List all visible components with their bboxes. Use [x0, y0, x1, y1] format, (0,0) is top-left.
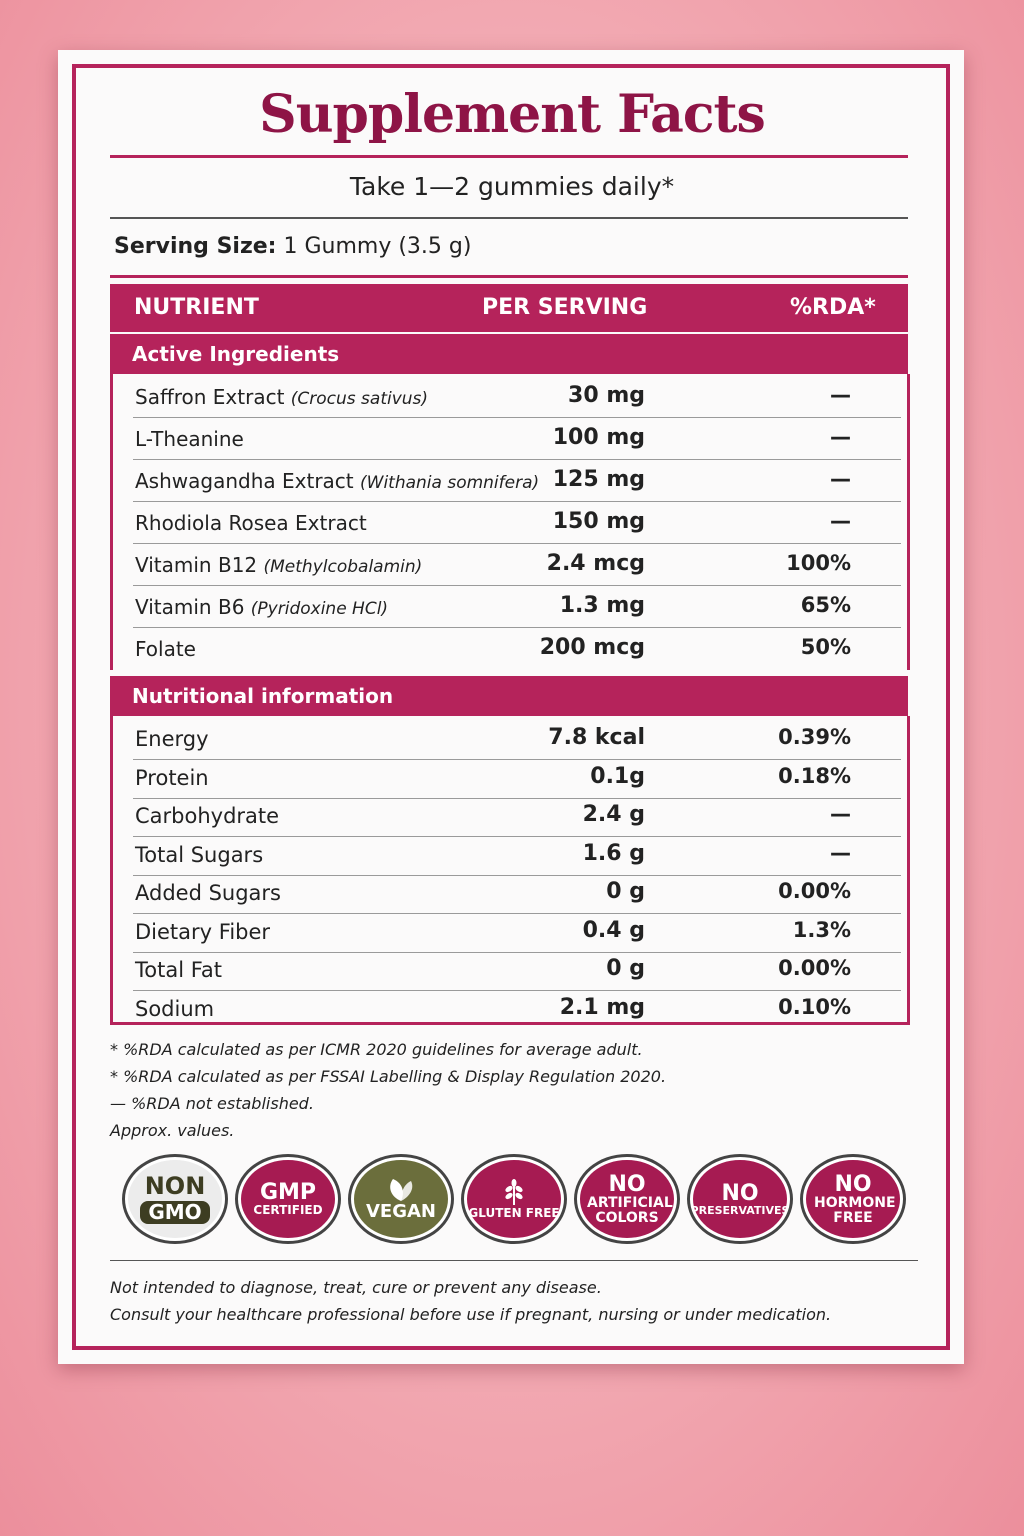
rda-percent: 1.3%	[792, 917, 851, 942]
rda-percent: 0.00%	[778, 956, 851, 980]
badge-text: GMO	[140, 1201, 209, 1224]
serving-size-value: 1 Gummy (3.5 g)	[283, 234, 472, 259]
footnote: * %RDA calculated as per FSSAI Labelling & Display Regulation 2020.	[110, 1067, 667, 1086]
column-per-serving: PER SERVING	[482, 295, 648, 320]
amount-per-serving: 0 g	[606, 879, 645, 904]
serving-size	[114, 234, 471, 259]
nutrient-name	[135, 958, 222, 982]
section-heading: Nutritional information	[132, 684, 394, 708]
disclaimer	[110, 1274, 831, 1328]
nutrient-name	[135, 427, 244, 451]
rda-percent: —	[830, 802, 851, 826]
badge-text: VEGAN	[366, 1200, 436, 1222]
nutrient-name	[135, 843, 263, 867]
badge-text: NO	[608, 1171, 646, 1197]
rda-percent: 0.10%	[778, 994, 851, 1019]
no-hormone-free-badge	[802, 1156, 904, 1242]
nutrient-label: Carbohydrate	[135, 804, 280, 828]
amount-per-serving: 125 mg	[552, 467, 645, 492]
nutrient-label: Protein	[135, 765, 209, 790]
nutrient-label: Ashwagandha Extract	[135, 469, 354, 493]
nutrient-name	[135, 511, 367, 535]
serving-divider	[110, 275, 908, 278]
amount-per-serving: 0 g	[606, 956, 645, 981]
badge-text: CERTIFIED	[253, 1203, 323, 1218]
badge-text: GMP	[259, 1180, 317, 1206]
rda-percent: 100%	[786, 551, 851, 575]
amount-per-serving: 100 mg	[552, 425, 645, 450]
amount-per-serving: 30 mg	[568, 383, 645, 408]
nutrient-name	[135, 637, 196, 661]
rda-percent: 0.18%	[778, 763, 851, 788]
table-row	[133, 586, 901, 628]
disclaimer-line: Consult your healthcare professional before use if pregnant, nursing or under medication.	[110, 1305, 832, 1324]
rda-percent: —	[830, 467, 851, 491]
nutrient-name	[135, 920, 270, 944]
no-preservatives-badge	[689, 1156, 791, 1242]
section-active-ingredients	[110, 334, 908, 374]
table-row	[133, 988, 901, 1029]
amount-per-serving: 0.4 g	[582, 917, 645, 943]
table-row	[133, 460, 901, 502]
rda-percent: 65%	[800, 593, 851, 617]
nutrient-label: Dietary Fiber	[135, 919, 271, 944]
nutrient-name	[135, 766, 209, 790]
column-rda: %RDA*	[790, 295, 876, 320]
badge-text: GLUTEN FREE	[468, 1205, 560, 1220]
serving-size-label: Serving Size:	[114, 234, 277, 259]
footnote: — %RDA not established.	[110, 1094, 314, 1113]
wheat-icon	[497, 1179, 531, 1207]
rda-percent: 50%	[800, 635, 851, 659]
badge-text: NO	[721, 1180, 759, 1206]
badge-text: PRESERVATIVES	[690, 1203, 790, 1217]
amount-per-serving: 2.1 mg	[559, 994, 645, 1020]
rda-percent: —	[830, 425, 851, 449]
nutrient-name	[135, 727, 209, 751]
nutrient-label: Rhodiola Rosea Extract	[135, 511, 367, 535]
nutrient-name	[135, 595, 388, 619]
table-row	[133, 757, 901, 799]
table-row	[133, 949, 901, 991]
badge-text: ARTIFICIAL COLORS	[587, 1194, 673, 1226]
amount-per-serving: 2.4 g	[582, 802, 645, 827]
disclaimer-line: Not intended to diagnose, treat, cure or prevent any disease.	[110, 1278, 602, 1297]
no-artificial-colors-badge	[576, 1156, 678, 1242]
nutrient-label: Total Fat	[135, 958, 222, 982]
footnotes	[110, 1040, 666, 1148]
nutrient-name	[135, 881, 281, 905]
rda-percent: —	[830, 383, 851, 407]
column-nutrient: NUTRIENT	[134, 295, 259, 320]
certification-badges	[120, 1156, 930, 1256]
amount-per-serving: 1.6 g	[582, 840, 645, 866]
table-row	[133, 834, 901, 876]
nutrient-name	[135, 804, 279, 828]
nutrient-label: Energy	[135, 727, 209, 751]
table-row	[133, 795, 901, 837]
title-divider	[110, 155, 908, 158]
amount-per-serving: 150 mg	[552, 509, 645, 534]
dosage-instruction: Take 1—2 gummies daily*	[349, 172, 675, 201]
subtitle-divider	[110, 217, 908, 219]
latin-name: (Pyridoxine HCl)	[250, 599, 389, 619]
nutrient-name	[135, 469, 539, 493]
gluten-free-badge	[463, 1156, 565, 1242]
nutrient-label: Added Sugars	[135, 881, 281, 905]
table-row	[133, 544, 901, 586]
page-title: Supplement Facts	[259, 84, 765, 145]
rda-percent: 0.00%	[778, 879, 851, 903]
amount-per-serving: 0.1g	[590, 763, 645, 789]
table-header	[110, 284, 908, 332]
badge-text: HORMONE FREE	[814, 1194, 896, 1226]
nutrient-label: Vitamin B12	[135, 553, 258, 577]
table-row	[133, 872, 901, 914]
amount-per-serving: 1.3 mg	[559, 593, 645, 618]
disclaimer-divider	[110, 1260, 918, 1261]
nutrition-table	[110, 716, 910, 1025]
nutrient-label: Vitamin B6	[135, 595, 245, 619]
footnote: Approx. values.	[110, 1121, 235, 1140]
footnote: * %RDA calculated as per ICMR 2020 guidelines for average adult.	[110, 1040, 643, 1059]
rda-percent: 0.39%	[778, 725, 851, 749]
nutrient-label: Total Sugars	[135, 842, 264, 867]
nutrient-label: Sodium	[135, 996, 215, 1021]
nutrient-name	[135, 997, 214, 1021]
non-gmo-badge	[124, 1156, 226, 1242]
nutrient-name	[135, 385, 428, 409]
section-heading: Active Ingredients	[132, 342, 340, 366]
gmp-certified-badge	[237, 1156, 339, 1242]
amount-per-serving: 2.4 mcg	[546, 551, 645, 576]
table-row	[133, 628, 901, 669]
table-row	[133, 718, 901, 760]
rda-percent: —	[830, 840, 851, 865]
table-row	[133, 418, 901, 460]
leaf-icon	[381, 1177, 421, 1203]
amount-per-serving: 200 mcg	[539, 635, 645, 660]
active-ingredients-table	[110, 374, 910, 670]
badge-text: NO	[834, 1171, 872, 1197]
amount-per-serving: 7.8 kcal	[548, 725, 645, 750]
table-row	[133, 911, 901, 953]
nutrient-name	[135, 553, 422, 577]
nutrient-label: L-Theanine	[135, 427, 244, 451]
nutrient-label: Saffron Extract	[135, 385, 285, 409]
table-row	[133, 376, 901, 418]
rda-percent: —	[830, 509, 851, 533]
table-row	[133, 502, 901, 544]
badge-text: NON	[144, 1171, 206, 1200]
section-nutritional-information	[110, 676, 908, 716]
nutrient-label: Folate	[135, 637, 196, 661]
latin-name: (Crocus sativus)	[290, 389, 429, 409]
latin-name: (Methylcobalamin)	[263, 557, 423, 577]
vegan-badge	[350, 1156, 452, 1242]
latin-name: (Withania somnifera)	[360, 473, 540, 493]
